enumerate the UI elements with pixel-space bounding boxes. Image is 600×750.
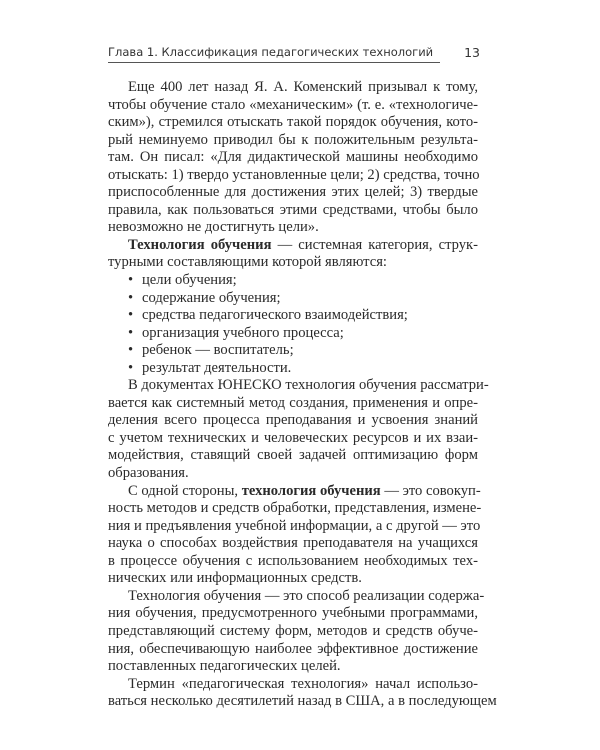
running-header [108,43,480,61]
text-line [108,360,478,378]
text-line [108,693,497,711]
text-line [108,482,481,501]
text-segment: содержание обучения; [142,289,281,306]
text-line [108,412,478,430]
text-segment: цели обучения; [142,272,237,289]
text-segment: нических или информационных средств. [108,570,362,587]
chapter-title: Глава 1. Классификация педагогических технологий [108,45,434,59]
text-line [108,570,478,588]
text-segment: с учетом технических и человеческих ресурсов и их взаи- [108,429,478,446]
text-line [108,623,478,641]
text-line [108,447,478,465]
text-line [108,132,478,150]
bullet-item [108,325,478,343]
text-segment: турными составляющими которой являются: [108,254,387,271]
text-segment: там. Он писал: «Для дидактической машины необходимо [108,149,478,166]
text-segment: наука о способах воздействия преподавателя на учащихся [108,535,478,552]
bullet-item [108,342,478,360]
text-segment: Термин «педагогическая технология» начал использо- [128,675,478,692]
bold-term: технология обучения [241,482,381,499]
text-line [108,202,478,220]
text-segment: деления всего процесса преподавания и усвоения знаний [108,412,478,429]
text-line [108,500,482,518]
text-segment: невозможно не достигнуть цели». [108,219,319,236]
text-line [108,325,478,343]
paragraph [108,482,482,588]
text-line [108,272,478,290]
text-line [108,254,478,272]
bullet-item [108,272,478,290]
text-line [108,219,478,237]
text-segment: — системная категория, струк- [271,236,478,253]
page-body [108,79,497,711]
header-rule [108,62,440,63]
text-segment: рый неминуемо приводил бы к положительным результа- [108,131,478,148]
bullet-item [108,290,478,308]
page-number: 13 [464,45,480,60]
text-segment: результат деятельности. [142,359,292,376]
text-segment: в процессе обучения с использованием необходимых тех- [108,552,478,569]
text-segment: средства педагогического взаимодействия; [142,307,408,324]
text-line [108,430,478,448]
text-line [108,184,478,202]
text-line [108,535,478,553]
text-segment: правила, как пользоваться этими средствами, чтобы было [108,201,478,218]
text-line [108,587,485,606]
text-segment: модействия, ставящий своей задачей оптимизацию форм [108,447,478,464]
text-line [108,167,478,185]
text-line [108,237,478,255]
bullet-item [108,360,478,378]
text-line [108,605,478,623]
bullet-item [108,307,478,325]
text-segment: Еще 400 лет назад Я. А. Коменский призывал к тому, [128,79,478,95]
text-segment: образования. [108,465,189,482]
text-segment: В документах ЮНЕСКО технология обучения рассматри- [128,377,489,394]
text-segment: поставленных педагогических целей. [108,658,341,675]
text-line [108,676,478,694]
text-line [108,553,478,571]
paragraph [108,675,497,711]
text-segment: отыскать: 1) твердо установленные цели; 2) средства, точно [108,166,480,183]
text-line [108,149,478,167]
text-segment: ваться несколько десятилетий назад в США, а в последующем [108,693,497,710]
text-segment: — это совокуп- [380,482,481,499]
text-segment: организация учебного процесса; [142,324,344,341]
paragraph [108,79,478,237]
paragraph [108,237,478,272]
text-segment: ния обучения, предусмотренного учебными программами, [108,605,478,622]
paragraph [108,587,485,676]
text-segment: приспособленные для достижения этих целей; 3) твердые [108,184,478,201]
text-line [108,290,478,308]
text-segment: ность методов и средств обработки, представления, измене- [108,500,482,517]
text-line [108,658,478,676]
text-segment: ния, обеспечивающую наиболее эффективное достижение [108,640,478,657]
text-line [108,465,478,483]
text-line [108,395,478,413]
text-segment: ребенок — воспитатель; [142,342,294,359]
text-line [108,79,478,97]
text-segment: чтобы обучение стало «механическим» (т. е. «технологиче- [108,96,478,113]
text-segment: Технология обучения — это способ реализации содержа- [128,587,485,604]
text-line [108,517,481,536]
text-line [108,641,478,659]
text-line [108,307,478,325]
text-line [108,114,478,132]
bold-term: Технология обучения [128,236,272,253]
text-line [108,377,489,395]
text-line [108,97,478,115]
text-segment: вается как системный метод создания, применения и опре- [108,394,478,411]
text-segment: ским»), стремился отыскать такой порядок обучения, кото- [108,114,478,131]
text-line [108,342,478,360]
text-segment: ния и предъявления учебной информации, а с другой — это [108,517,481,534]
text-segment: представляющий систему форм, методов и средств обуче- [108,622,478,639]
paragraph [108,377,489,482]
text-segment: С одной стороны, [128,482,242,499]
